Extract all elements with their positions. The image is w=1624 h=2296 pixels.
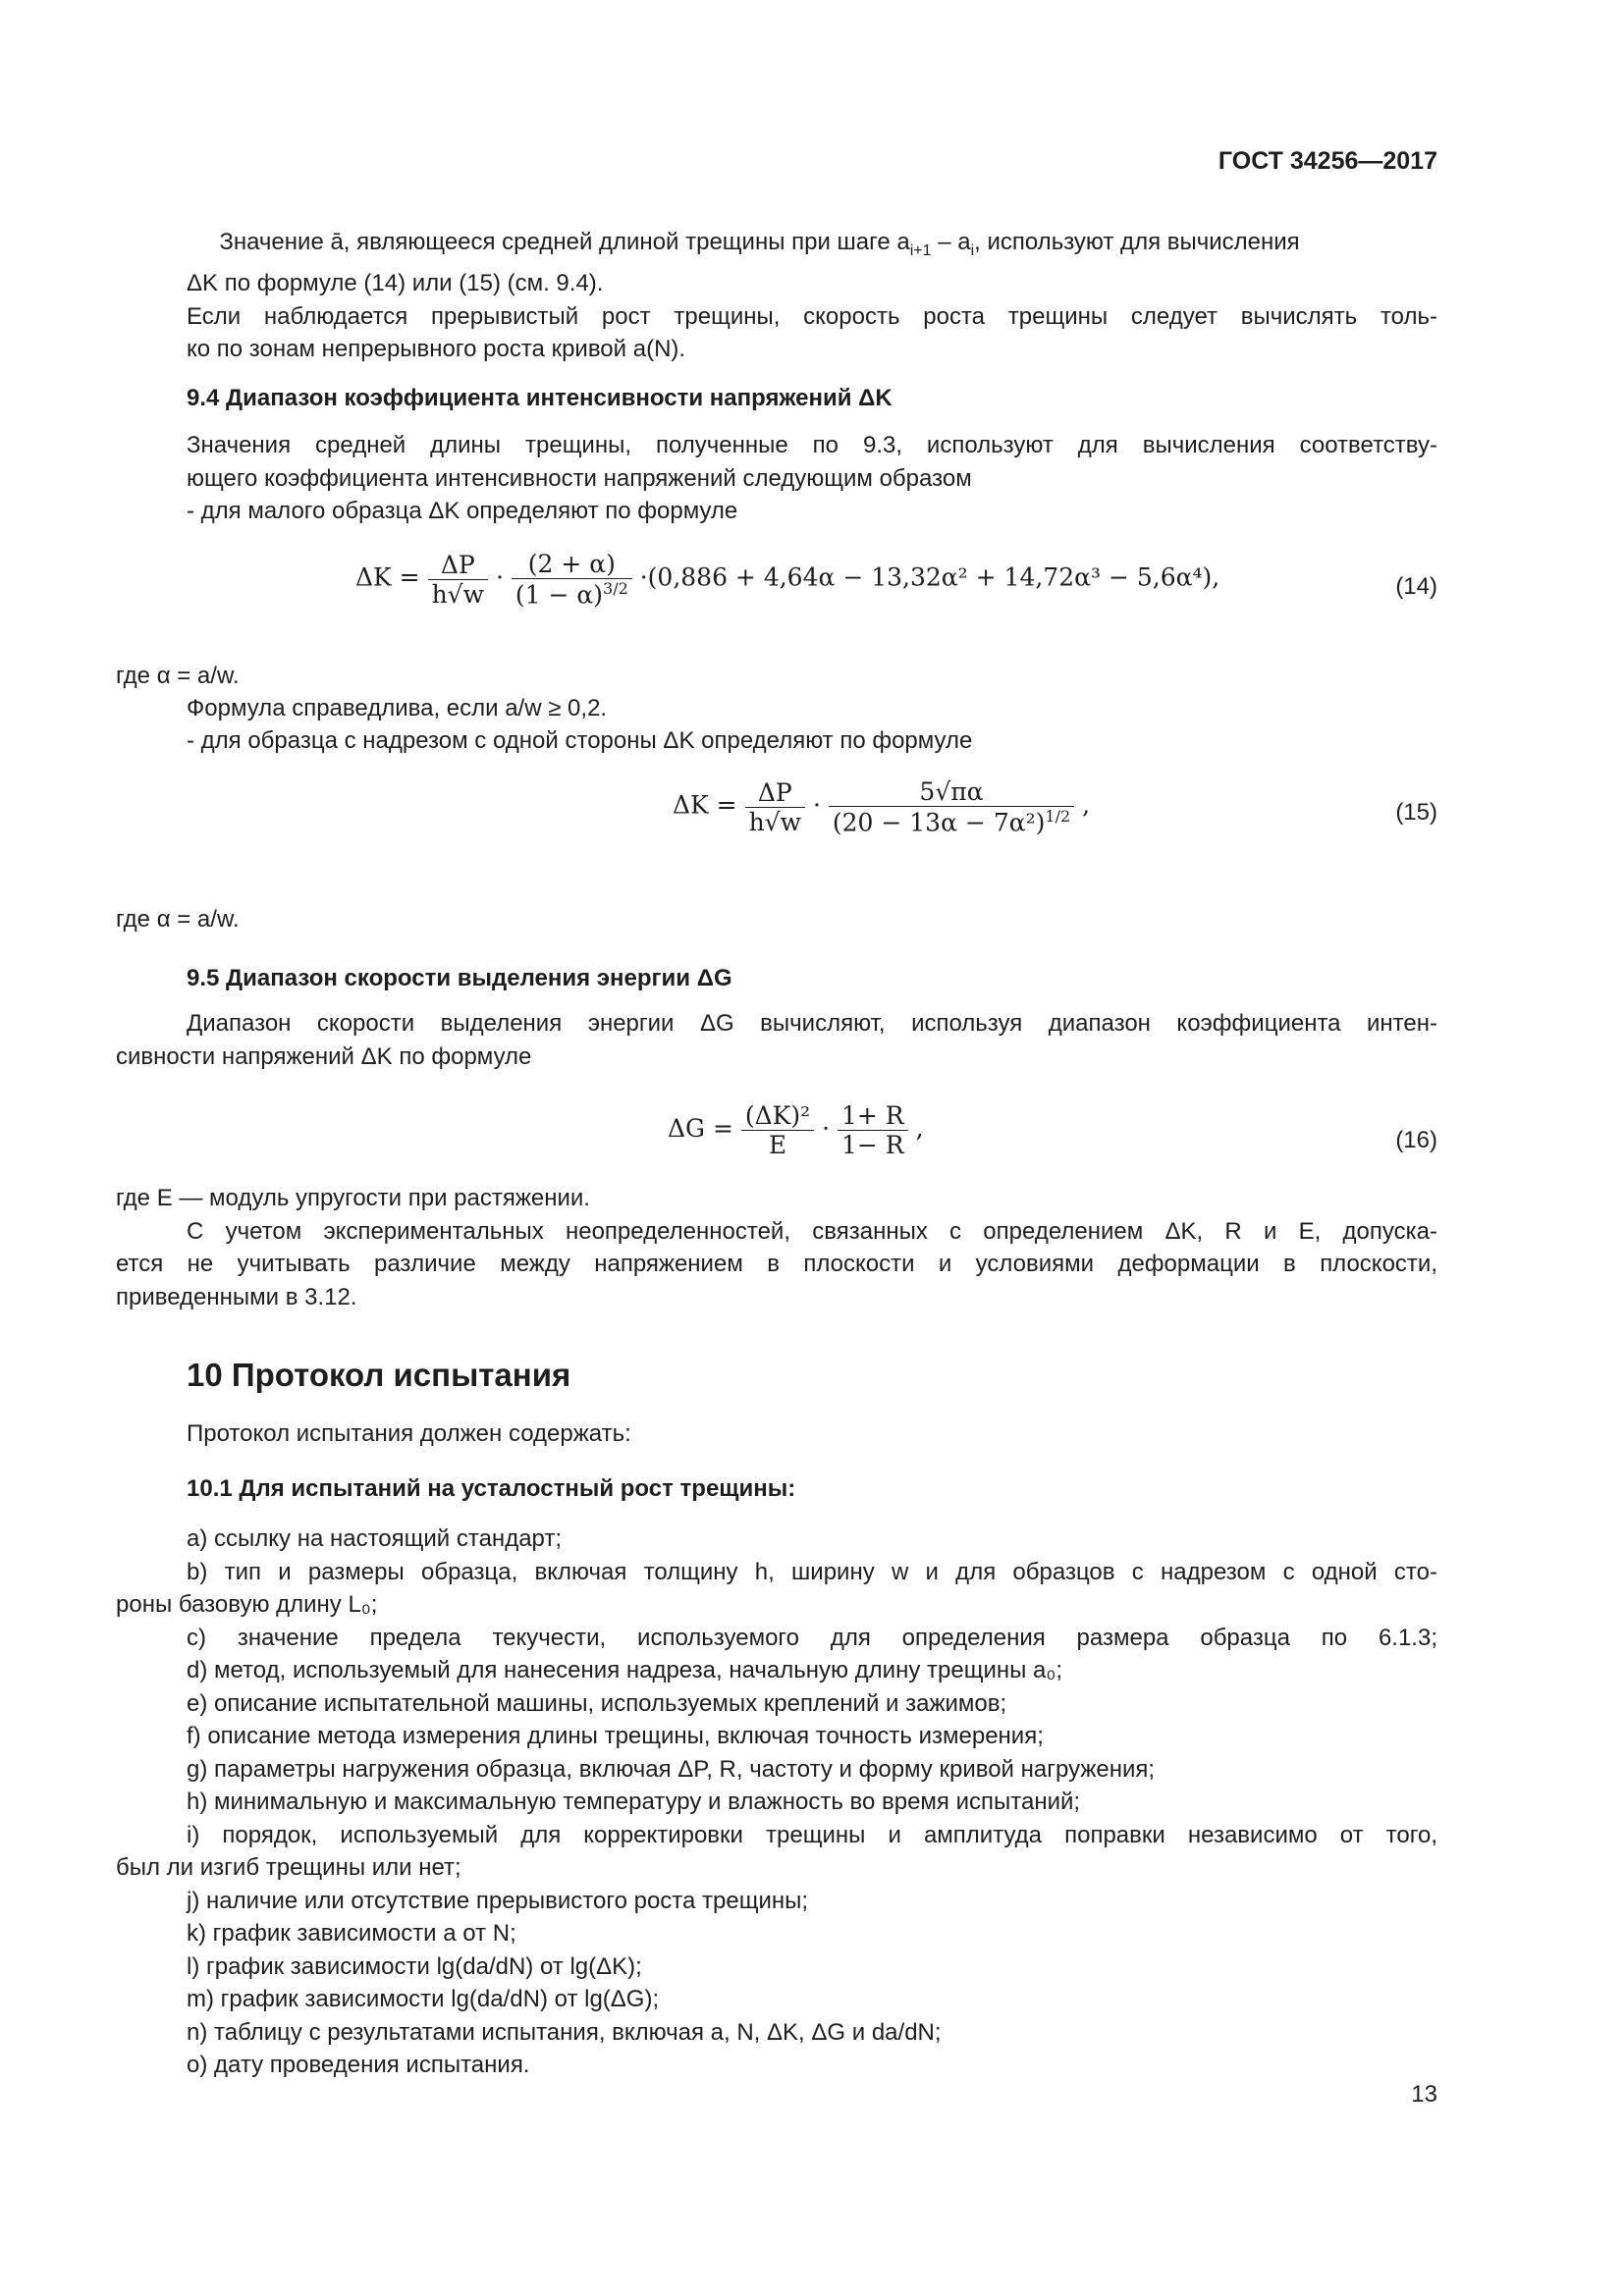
list-item: l) график зависимости lg(da/dN) от lg(ΔK); [187,1952,642,1980]
sec94-valid: Формула справедлива, если a/w ≥ 0,2. [187,695,608,721]
sec10-list [116,1522,1437,2082]
sec94-p2: - для малого образца ΔK определяют по формуле [187,498,738,524]
eq16-frac2: $\frac{1+ R}{1- R}$ [838,1101,908,1159]
sec95-where: где E — модуль упругости при растяжении. [116,1185,590,1211]
sec94-p1-line1: Значения средней длины трещины, полученные по 9.3, используют для вычисления соответству- [187,432,1437,458]
sec94-where2: где α = a/w. [116,906,240,933]
sec93-block [187,226,1437,366]
page-number: 13 [1411,2081,1437,2108]
sec95-p2-line1: С учетом экспериментальных неопределенностей, связанных с определением ΔK, R и E, допуска- [187,1217,1437,1245]
list-item: был ли изгиб трещины или нет; [116,1854,461,1881]
equation-14: ΔK = $\frac{\Delta P}{h√w}$ · $\frac{(2 + \alpha)}{(1 - \alpha)^{3/2}}$ ·(0,886 + 4,64α − 13,32α² + 14,72α³ − 5,6α⁴), [355,550,1220,610]
eq15-frac1: $\frac{\Delta P}{h√w}$ [745,778,805,836]
sec93-p2-line2: ко по зонам непрерывного роста кривой a(N). [187,336,686,363]
list-item: f) описание метода измерения длины трещины, включая точность измерения; [187,1723,1044,1749]
list-item: a) ссылку на настоящий стандарт; [187,1525,563,1552]
sec94-title: 9.4 Диапазон коэффициента интенсивности напряжений ΔK [187,385,893,411]
sec93-p2-line1: Если наблюдается прерывистый рост трещины, скорость роста трещины следует вычислять толь- [187,302,1437,330]
eq14-frac2: $\frac{(2 + \alpha)}{(1 - \alpha)^{3/2}}$ [512,550,632,609]
sec93-p1-line1: Значение ā, являющееся средней длиной трещины при шаге $a_{i+1} - a_i$, используют для вычисления [219,229,1300,259]
sec95-p2-line2: ется не учитывать различие между напряжением в плоскости и условиями деформации в плоскости, [116,1251,1437,1277]
list-item: e) описание испытательной машины, используемых креплений и зажимов; [187,1689,1007,1717]
eq14-frac1: $\frac{\Delta P}{h√w}$ [428,551,488,609]
list-item: g) параметры нагружения образца, включая ΔP, R, частоту и форму кривой нагружения; [187,1755,1156,1783]
sec10-title: 10 Протокол испытания [187,1357,571,1393]
eq16-frac1: $\frac{\text{(ΔK)²}}{E}$ [741,1101,814,1159]
sec95-p1-line2: сивности напряжений ΔK по формуле [116,1042,532,1070]
equation-15: ΔK = $\frac{\Delta P}{h√w}$ · $\frac{5√\pi\alpha}{(20 - 13\alpha - 7\alpha^2)^{1/2}}$ , [673,777,1091,837]
sec10-intro: Протокол испытания должен содержать: [187,1420,631,1447]
sec94-p3: - для образца с надрезом с одной стороны ΔK определяют по формуле [187,727,973,754]
list-item: b) тип и размеры образца, включая толщину h, ширину w и для образцов с надрезом с одной сто- [187,1558,1437,1585]
list-item: роны базовую длину L₀; [116,1591,378,1618]
sec95-p1-line1: Диапазон скорости выделения энергии ΔG вычисляют, используя диапазон коэффициента интен- [187,1010,1437,1037]
sec93-p1-line2: ΔK по формуле (14) или (15) (см. 9.4). [187,270,604,297]
eq15-frac2: $\frac{5√\pi\alpha}{(20 - 13\alpha - 7\alpha^2)^{1/2}}$ [829,777,1074,836]
eq15-number: (15) [1395,799,1437,826]
list-item: i) порядок, используемый для корректировки трещины и амплитуда поправки независимо от того, [187,1821,1437,1848]
sec94-p1-line2: ющего коэффициента интенсивности напряжений следующим образом [187,464,972,492]
list-item: j) наличие или отсутствие прерывистого роста трещины; [187,1887,809,1914]
sec94-intro [187,429,1437,528]
list-item: o) дату проведения испытания. [187,2052,530,2078]
sec94-where1: где α = a/w. [116,663,240,689]
list-item: k) график зависимости a от N; [187,1920,516,1947]
equation-16: ΔG = $\frac{\text{(ΔK)²}}{E}$ · $\frac{1+ R}{1- R}$ , [668,1101,924,1159]
eq16-number: (16) [1395,1127,1437,1153]
list-item: h) минимальную и максимальную температуру и влажность во время испытаний; [187,1789,1081,1815]
list-item: c) значение предела текучести, используемого для определения размера образца по 6.1.3; [187,1624,1437,1651]
sec95-title: 9.5 Диапазон скорости выделения энергии ΔG [187,965,732,991]
list-item: d) метод, используемый для нанесения надреза, начальную длину трещины a₀; [187,1657,1062,1683]
sec10-1-title: 10.1 Для испытаний на усталостный рост трещины: [187,1475,796,1502]
sec95-intro [116,1007,1437,1073]
list-item: m) график зависимости lg(da/dN) от lg(ΔG); [187,1986,660,2012]
sec95-tail [116,1182,1437,1313]
list-item: n) таблицу с результатами испытания, включая a, N, ΔK, ΔG и da/dN; [187,2018,942,2046]
sec95-p2-line3: приведенными в 3.12. [116,1283,357,1310]
doc-code: ГОСТ 34256—2017 [1218,147,1437,175]
eq14-number: (14) [1395,573,1437,600]
